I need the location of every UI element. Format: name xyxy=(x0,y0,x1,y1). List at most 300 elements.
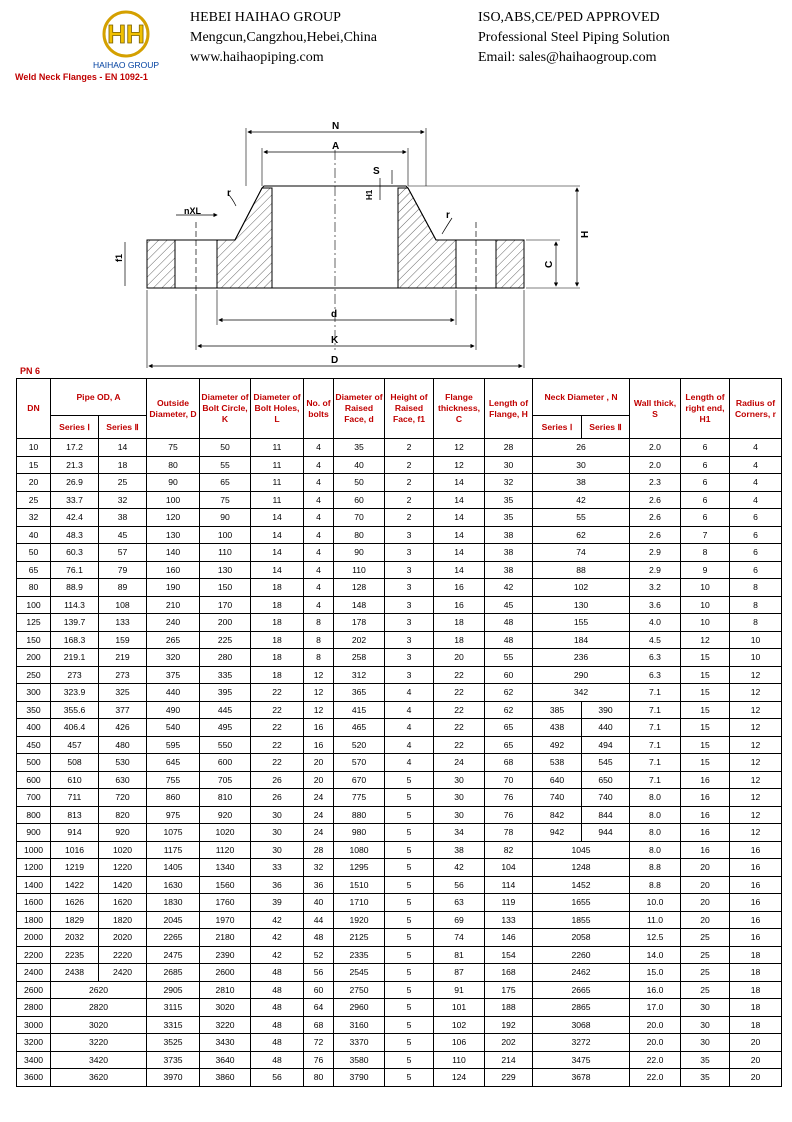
table-cell: 325 xyxy=(99,684,147,702)
table-row xyxy=(17,771,782,789)
table-cell: 202 xyxy=(485,1034,533,1052)
table-cell: 55 xyxy=(485,649,533,667)
table-cell: 200 xyxy=(17,649,51,667)
table-cell: 11 xyxy=(251,439,304,457)
table-cell: 15 xyxy=(17,456,51,474)
table-cell: 2 xyxy=(385,474,434,492)
table-cell: 12 xyxy=(730,736,782,754)
table-row xyxy=(17,491,782,509)
table-cell: 545 xyxy=(582,754,630,772)
table-cell: 114.3 xyxy=(51,596,99,614)
table-cell: 16 xyxy=(730,929,782,947)
table-cell: 3000 xyxy=(17,1016,51,1034)
table-row xyxy=(17,1051,782,1069)
table-cell: 5 xyxy=(385,1069,434,1087)
table-cell: 3 xyxy=(385,666,434,684)
table-row xyxy=(17,806,782,824)
table-cell: 102 xyxy=(434,1016,485,1034)
table-cell: 495 xyxy=(200,719,251,737)
table-cell: 22 xyxy=(434,684,485,702)
table-cell: 20 xyxy=(304,771,334,789)
table-cell: 3020 xyxy=(51,1016,147,1034)
table-cell: 1340 xyxy=(200,859,251,877)
table-cell: 2045 xyxy=(147,911,200,929)
table-cell: 5 xyxy=(385,981,434,999)
table-cell: 5 xyxy=(385,929,434,947)
table-cell: 192 xyxy=(485,1016,533,1034)
table-cell: 14 xyxy=(434,526,485,544)
table-cell: 79 xyxy=(99,561,147,579)
table-cell: 14.0 xyxy=(630,946,681,964)
table-cell: 1120 xyxy=(200,841,251,859)
table-cell: 8.8 xyxy=(630,859,681,877)
table-cell: 110 xyxy=(200,544,251,562)
table-cell: 2058 xyxy=(533,929,630,947)
table-cell: 14 xyxy=(434,544,485,562)
table-cell: 110 xyxy=(334,561,385,579)
table-cell: 11 xyxy=(251,456,304,474)
logo-text: HH xyxy=(107,19,145,49)
table-cell: 385 xyxy=(533,701,582,719)
table-cell: 25 xyxy=(99,474,147,492)
table-cell: 16 xyxy=(681,771,730,789)
table-cell: 16 xyxy=(434,579,485,597)
table-cell: 4 xyxy=(304,596,334,614)
table-cell: 42.4 xyxy=(51,509,99,527)
table-cell: 236 xyxy=(533,649,630,667)
table-cell: 2220 xyxy=(99,946,147,964)
table-cell: 11.0 xyxy=(630,911,681,929)
label-d-outer: D xyxy=(331,355,339,366)
table-cell: 28 xyxy=(304,841,334,859)
table-cell: 30 xyxy=(251,824,304,842)
table-cell: 60 xyxy=(485,666,533,684)
table-cell: 15 xyxy=(681,701,730,719)
table-cell: 48 xyxy=(251,1051,304,1069)
table-cell: 64 xyxy=(304,999,334,1017)
table-cell: 30 xyxy=(434,789,485,807)
table-cell: 2 xyxy=(385,491,434,509)
table-cell: 38 xyxy=(434,841,485,859)
table-cell: 600 xyxy=(200,754,251,772)
table-cell: 4 xyxy=(385,736,434,754)
table-cell: 16 xyxy=(730,894,782,912)
table-cell: 8 xyxy=(730,614,782,632)
table-cell: 2032 xyxy=(51,929,99,947)
table-row xyxy=(17,701,782,719)
table-cell: 250 xyxy=(17,666,51,684)
table-cell: 1800 xyxy=(17,911,51,929)
table-cell: 14 xyxy=(251,509,304,527)
table-cell: 50 xyxy=(17,544,51,562)
table-cell: 8.0 xyxy=(630,789,681,807)
table-cell: 44 xyxy=(304,911,334,929)
table-cell: 2390 xyxy=(200,946,251,964)
page-title: Weld Neck Flanges - EN 1092-1 xyxy=(15,72,148,82)
table-cell: 40 xyxy=(304,894,334,912)
table-cell: 3430 xyxy=(200,1034,251,1052)
company-logo xyxy=(93,10,159,72)
table-cell: 225 xyxy=(200,631,251,649)
table-cell: 14 xyxy=(434,509,485,527)
table-cell: 62 xyxy=(533,526,630,544)
table-cell: 4 xyxy=(385,754,434,772)
table-cell: 28 xyxy=(485,439,533,457)
table-cell: 377 xyxy=(99,701,147,719)
table-cell: 3068 xyxy=(533,1016,630,1034)
table-cell: 4 xyxy=(304,544,334,562)
table-cell: 5 xyxy=(385,964,434,982)
table-cell: 1452 xyxy=(533,876,630,894)
table-cell: 14 xyxy=(251,561,304,579)
table-row xyxy=(17,859,782,877)
table-cell: 88 xyxy=(533,561,630,579)
table-cell: 570 xyxy=(334,754,385,772)
email[interactable]: Email: sales@haihaogroup.com xyxy=(478,50,657,65)
table-cell: 3370 xyxy=(334,1034,385,1052)
table-cell: 75 xyxy=(200,491,251,509)
table-cell: 2475 xyxy=(147,946,200,964)
table-cell: 7 xyxy=(681,526,730,544)
table-cell: 90 xyxy=(200,509,251,527)
table-cell: 273 xyxy=(51,666,99,684)
table-row xyxy=(17,981,782,999)
table-cell: 62 xyxy=(485,701,533,719)
table-cell: 8 xyxy=(681,544,730,562)
table-cell: 56 xyxy=(251,1069,304,1087)
table-cell: 2265 xyxy=(147,929,200,947)
table-cell: 214 xyxy=(485,1051,533,1069)
table-cell: 16.0 xyxy=(630,981,681,999)
table-cell: 700 xyxy=(17,789,51,807)
table-cell: 914 xyxy=(51,824,99,842)
table-cell: 35 xyxy=(681,1069,730,1087)
table-cell: 1016 xyxy=(51,841,99,859)
table-cell: 6.3 xyxy=(630,666,681,684)
table-cell: 2462 xyxy=(533,964,630,982)
table-cell: 130 xyxy=(200,561,251,579)
table-cell: 3970 xyxy=(147,1069,200,1087)
table-cell: 48 xyxy=(485,614,533,632)
table-cell: 4 xyxy=(304,474,334,492)
table-cell: 68 xyxy=(304,1016,334,1034)
table-cell: 18 xyxy=(730,981,782,999)
table-cell: 1626 xyxy=(51,894,99,912)
table-cell: 1220 xyxy=(99,859,147,877)
table-cell: 2.9 xyxy=(630,561,681,579)
table-cell: 12 xyxy=(304,666,334,684)
table-cell: 22 xyxy=(251,719,304,737)
table-row xyxy=(17,456,782,474)
table-cell: 65 xyxy=(485,719,533,737)
table-cell: 133 xyxy=(99,614,147,632)
table-cell: 2 xyxy=(385,439,434,457)
table-cell: 711 xyxy=(51,789,99,807)
table-cell: 1045 xyxy=(533,841,630,859)
table-cell: 72 xyxy=(304,1034,334,1052)
label-a: A xyxy=(332,141,340,152)
table-cell: 6 xyxy=(681,456,730,474)
table-cell: 3640 xyxy=(200,1051,251,1069)
table-cell: 775 xyxy=(334,789,385,807)
table-cell: 60.3 xyxy=(51,544,99,562)
company-website[interactable]: www.haihaopiping.com xyxy=(190,50,324,65)
table-cell: 2960 xyxy=(334,999,385,1017)
table-cell: 12 xyxy=(730,824,782,842)
table-cell: 3020 xyxy=(200,999,251,1017)
col-radius: Radius of Corners, r xyxy=(730,379,782,439)
table-cell: 1000 xyxy=(17,841,51,859)
table-cell: 130 xyxy=(533,596,630,614)
table-cell: 1420 xyxy=(99,876,147,894)
table-cell: 2820 xyxy=(51,999,147,1017)
table-cell: 45 xyxy=(99,526,147,544)
table-cell: 16 xyxy=(434,596,485,614)
table-cell: 20 xyxy=(681,911,730,929)
table-cell: 3200 xyxy=(17,1034,51,1052)
table-cell: 4 xyxy=(385,701,434,719)
table-cell: 5 xyxy=(385,1034,434,1052)
table-row xyxy=(17,999,782,1017)
table-cell: 265 xyxy=(147,631,200,649)
table-cell: 4 xyxy=(730,474,782,492)
table-cell: 20.0 xyxy=(630,1016,681,1034)
table-cell: 12 xyxy=(730,806,782,824)
col-thickness: Flange thickness, C xyxy=(434,379,485,439)
table-cell: 30 xyxy=(533,456,630,474)
label-n: N xyxy=(332,121,340,132)
table-cell: 48 xyxy=(251,981,304,999)
table-cell: 12 xyxy=(730,719,782,737)
table-cell: 35 xyxy=(334,439,385,457)
table-cell: 159 xyxy=(99,631,147,649)
table-cell: 148 xyxy=(334,596,385,614)
table-cell: 25 xyxy=(681,964,730,982)
table-cell: 22 xyxy=(251,701,304,719)
table-cell: 30 xyxy=(434,806,485,824)
table-cell: 740 xyxy=(582,789,630,807)
company-credentials xyxy=(478,8,670,68)
table-cell: 720 xyxy=(99,789,147,807)
table-cell: 219 xyxy=(99,649,147,667)
table-cell: 18 xyxy=(730,964,782,982)
table-cell: 1970 xyxy=(200,911,251,929)
table-cell: 6 xyxy=(730,561,782,579)
table-cell: 120 xyxy=(147,509,200,527)
table-cell: 440 xyxy=(582,719,630,737)
table-cell: 110 xyxy=(434,1051,485,1069)
table-cell: 12 xyxy=(681,631,730,649)
table-cell: 81 xyxy=(434,946,485,964)
label-r-left: r xyxy=(227,188,231,199)
table-cell: 500 xyxy=(17,754,51,772)
table-row xyxy=(17,789,782,807)
table-row xyxy=(17,824,782,842)
table-cell: 16 xyxy=(730,841,782,859)
table-cell: 465 xyxy=(334,719,385,737)
table-cell: 22 xyxy=(434,701,485,719)
table-cell: 48 xyxy=(485,631,533,649)
table-row xyxy=(17,754,782,772)
table-cell: 24 xyxy=(304,789,334,807)
table-cell: 18 xyxy=(251,614,304,632)
table-cell: 15 xyxy=(681,754,730,772)
table-cell: 8 xyxy=(304,631,334,649)
table-cell: 8.0 xyxy=(630,841,681,859)
table-cell: 4 xyxy=(385,684,434,702)
table-cell: 14 xyxy=(434,561,485,579)
table-cell: 48.3 xyxy=(51,526,99,544)
table-cell: 2000 xyxy=(17,929,51,947)
table-cell: 4 xyxy=(385,719,434,737)
table-cell: 2200 xyxy=(17,946,51,964)
table-cell: 82 xyxy=(485,841,533,859)
table-cell: 14 xyxy=(434,491,485,509)
table-cell: 5 xyxy=(385,911,434,929)
col-raised-face: Diameter of Raised Face, d xyxy=(334,379,385,439)
table-cell: 52 xyxy=(304,946,334,964)
table-cell: 300 xyxy=(17,684,51,702)
table-cell: 76 xyxy=(485,789,533,807)
table-cell: 106 xyxy=(434,1034,485,1052)
table-cell: 1422 xyxy=(51,876,99,894)
table-cell: 12 xyxy=(730,666,782,684)
table-cell: 80 xyxy=(17,579,51,597)
table-cell: 18 xyxy=(730,999,782,1017)
table-cell: 7.1 xyxy=(630,736,681,754)
table-body xyxy=(17,439,782,1087)
table-cell: 87 xyxy=(434,964,485,982)
table-cell: 30 xyxy=(251,841,304,859)
approvals: ISO,ABS,CE/PED APPROVED xyxy=(478,10,660,25)
table-cell: 2 xyxy=(385,456,434,474)
table-cell: 335 xyxy=(200,666,251,684)
table-cell: 20 xyxy=(681,894,730,912)
table-cell: 89 xyxy=(99,579,147,597)
table-cell: 4 xyxy=(730,491,782,509)
table-row xyxy=(17,561,782,579)
table-cell: 3525 xyxy=(147,1034,200,1052)
table-cell: 20 xyxy=(730,1051,782,1069)
table-cell: 20 xyxy=(304,754,334,772)
table-cell: 88.9 xyxy=(51,579,99,597)
col-neck-series-1: Series Ⅰ xyxy=(533,416,582,439)
table-cell: 15 xyxy=(681,736,730,754)
table-cell: 755 xyxy=(147,771,200,789)
table-cell: 3115 xyxy=(147,999,200,1017)
table-cell: 76.1 xyxy=(51,561,99,579)
table-cell: 155 xyxy=(533,614,630,632)
table-cell: 10 xyxy=(681,579,730,597)
table-cell: 34 xyxy=(434,824,485,842)
table-cell: 6 xyxy=(730,544,782,562)
table-cell: 1075 xyxy=(147,824,200,842)
table-cell: 16 xyxy=(730,911,782,929)
table-row xyxy=(17,911,782,929)
tagline: Professional Steel Piping Solution xyxy=(478,30,670,45)
label-s: S xyxy=(373,166,380,177)
table-cell: 3580 xyxy=(334,1051,385,1069)
table-cell: 12 xyxy=(434,439,485,457)
company-address: Mengcun,Cangzhou,Hebei,China xyxy=(190,30,378,45)
col-dn: DN xyxy=(17,379,51,439)
table-cell: 2685 xyxy=(147,964,200,982)
table-cell: 10 xyxy=(730,631,782,649)
table-row xyxy=(17,666,782,684)
table-row xyxy=(17,631,782,649)
table-cell: 69 xyxy=(434,911,485,929)
table-cell: 146 xyxy=(485,929,533,947)
table-cell: 80 xyxy=(147,456,200,474)
col-bolt-holes: Diameter of Bolt Holes, L xyxy=(251,379,304,439)
table-cell: 8.8 xyxy=(630,876,681,894)
table-cell: 12 xyxy=(434,456,485,474)
table-cell: 26 xyxy=(533,439,630,457)
table-cell: 3 xyxy=(385,561,434,579)
table-cell: 24 xyxy=(434,754,485,772)
table-cell: 26 xyxy=(251,789,304,807)
table-cell: 445 xyxy=(200,701,251,719)
table-cell: 2600 xyxy=(17,981,51,999)
table-cell: 18 xyxy=(99,456,147,474)
table-cell: 22.0 xyxy=(630,1069,681,1087)
flange-spec-table xyxy=(16,378,782,1087)
table-cell: 1855 xyxy=(533,911,630,929)
table-cell: 320 xyxy=(147,649,200,667)
table-cell: 342 xyxy=(533,684,630,702)
table-cell: 942 xyxy=(533,824,582,842)
table-cell: 1175 xyxy=(147,841,200,859)
table-row xyxy=(17,929,782,947)
table-cell: 520 xyxy=(334,736,385,754)
table-cell: 3790 xyxy=(334,1069,385,1087)
table-cell: 104 xyxy=(485,859,533,877)
flange-outline xyxy=(147,186,524,288)
table-cell: 415 xyxy=(334,701,385,719)
table-cell: 5 xyxy=(385,894,434,912)
table-cell: 18 xyxy=(251,596,304,614)
table-cell: 630 xyxy=(99,771,147,789)
table-cell: 375 xyxy=(147,666,200,684)
table-cell: 3620 xyxy=(51,1069,147,1087)
table-cell: 32 xyxy=(304,859,334,877)
table-cell: 1830 xyxy=(147,894,200,912)
table-cell: 18 xyxy=(251,666,304,684)
table-cell: 8.0 xyxy=(630,806,681,824)
table-cell: 12 xyxy=(304,684,334,702)
table-cell: 22 xyxy=(434,666,485,684)
pressure-rating: PN 6 xyxy=(20,366,41,376)
table-cell: 16 xyxy=(681,841,730,859)
table-cell: 24 xyxy=(304,824,334,842)
table-cell: 178 xyxy=(334,614,385,632)
table-cell: 114 xyxy=(485,876,533,894)
table-cell: 3420 xyxy=(51,1051,147,1069)
table-cell: 1400 xyxy=(17,876,51,894)
table-cell: 3220 xyxy=(200,1016,251,1034)
table-cell: 14 xyxy=(434,474,485,492)
table-cell: 1248 xyxy=(533,859,630,877)
table-cell: 3 xyxy=(385,596,434,614)
table-cell: 22 xyxy=(434,719,485,737)
table-cell: 3735 xyxy=(147,1051,200,1069)
table-cell: 365 xyxy=(334,684,385,702)
table-cell: 5 xyxy=(385,789,434,807)
table-cell: 844 xyxy=(582,806,630,824)
table-cell: 130 xyxy=(147,526,200,544)
table-cell: 11 xyxy=(251,491,304,509)
table-cell: 10 xyxy=(730,649,782,667)
